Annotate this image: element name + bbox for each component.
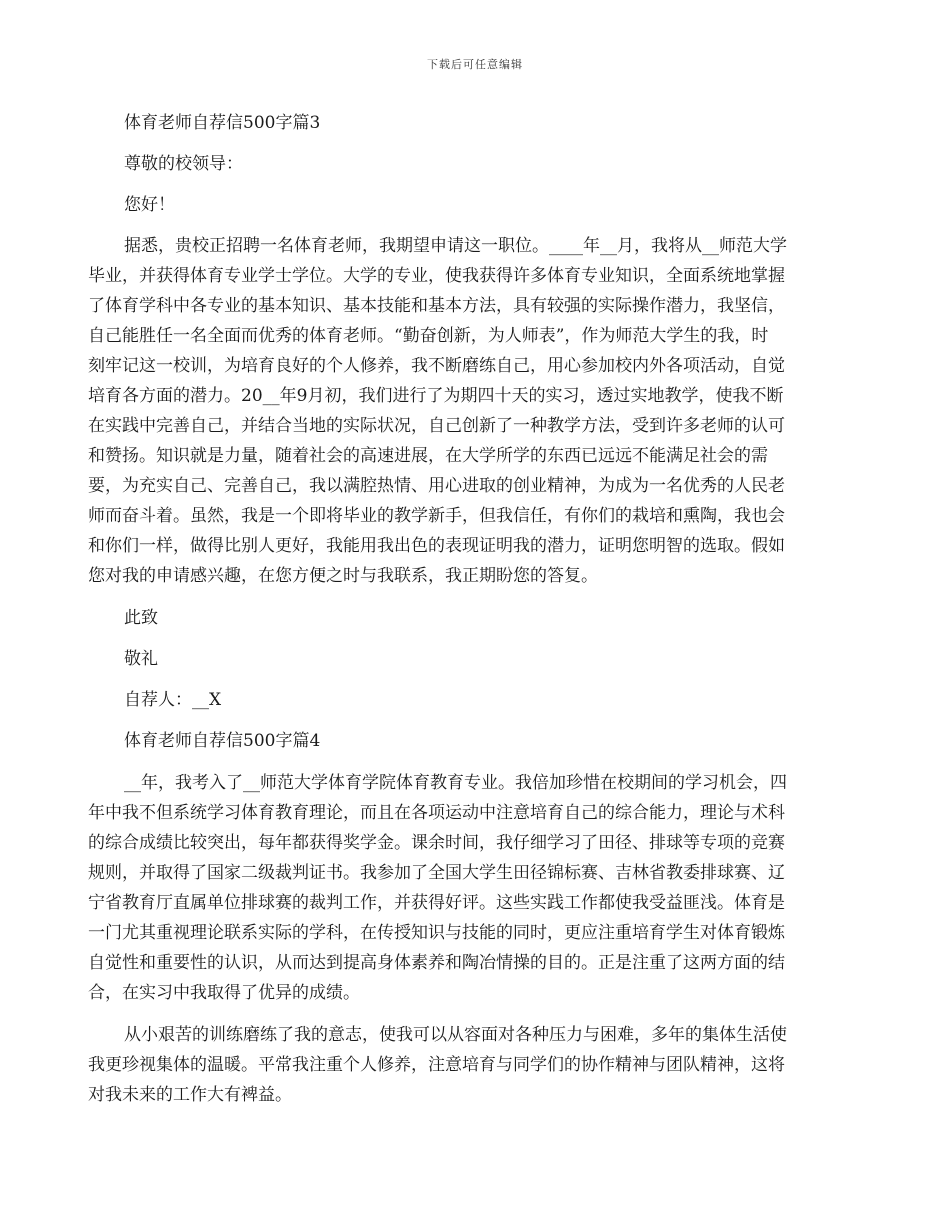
text-line: 自觉性和重要性的认识，从而达到提高身体素养和陶冶情操的目的。正是注重了这两方面的结	[88, 953, 785, 973]
text-line: 合，在实习中我取得了优异的成绩。	[88, 983, 360, 1003]
section-title: 体育老师自荐信500字篇4	[124, 731, 321, 751]
text-line: 对我未来的工作大有裨益。	[88, 1085, 292, 1105]
text-line: 自己能胜任一名全面而优秀的体育老师。“勤奋创新，为人师表”，作为师范大学生的我，时	[88, 326, 769, 346]
text-line: 的综合成绩比较突出，每年都获得奖学金。课余时间，我仔细学习了田径、排球等专项的竞赛	[88, 833, 785, 853]
text-line: 宁省教育厅直属单位排球赛的裁判工作，并获得好评。这些实践工作都使我受益匪浅。体育是	[88, 893, 785, 913]
text-line: 和你们一样，做得比别人更好，我能用我出色的表现证明我的潜力，证明您明智的选取。假如	[88, 536, 785, 556]
text-line: 年中我不但系统学习体育教育理论，而且在各项运动中注意培育自己的综合能力，理论与术科	[88, 803, 785, 823]
text-line: __年，我考入了__师范大学体育学院体育教育专业。我倍加珍惜在校期间的学习机会，四	[124, 773, 787, 793]
page-header: 下载后可任意编辑	[427, 58, 523, 71]
text-line: 规则，并取得了国家二级裁判证书。我参加了全国大学生田径锦标赛、吉林省教委排球赛、辽	[88, 863, 785, 883]
text-line: 一门尤其重视理论联系实际的学科，在传授知识与技能的同时，更应注重培育学生对体育锻炼	[88, 923, 785, 943]
document-body	[88, 108, 854, 1110]
text-line: 师而奋斗着。虽然，我是一个即将毕业的教学新手，但我信任，有你们的栽培和熏陶，我也会	[88, 506, 785, 526]
text-line: 毕业，并获得体育专业学士学位。大学的专业，使我获得许多体育专业知识，全面系统地掌握	[88, 266, 785, 286]
text-line: 了体育学科中各专业的基本知识、基本技能和基本方法，具有较强的实际操作潜力，我坚信，	[88, 296, 785, 316]
section-title: 体育老师自荐信500字篇3	[124, 113, 321, 133]
text-line: 您对我的申请感兴趣，在您方便之时与我联系，我正期盼您的答复。	[88, 566, 598, 586]
text-line: 刻牢记这一校训，为培育良好的个人修养，我不断磨练自己，用心参加校内外各项活动，自觉	[88, 356, 785, 376]
text-line: 在实践中完善自己，并结合当地的实际状况，自己创新了一种教学方法，受到许多老师的认可	[88, 416, 785, 436]
paragraph	[88, 768, 854, 1008]
text-line: 和赞扬。知识就是力量，随着社会的高速进展，在大学所学的东西已远远不能满足社会的需	[88, 446, 768, 466]
paragraph	[88, 1020, 854, 1110]
paragraph	[88, 231, 854, 591]
text-line: 我更珍视集体的温暖。平常我注重个人修养，注意培育与同学们的协作精神与团队精神，这将	[88, 1055, 785, 1075]
closing: 敬礼	[124, 649, 158, 669]
closing: 此致	[124, 608, 158, 628]
text-line: 培育各方面的潜力。20__年9月初，我们进行了为期四十天的实习，透过实地教学，使我不断	[88, 386, 784, 406]
text-line: 要，为充实自己、完善自己，我以满腔热情、用心进取的创业精神，为成为一名优秀的人民老	[88, 476, 785, 496]
signature: 自荐人：__X	[124, 690, 222, 710]
greeting: 您好！	[124, 195, 175, 215]
text-line: 从小艰苦的训练磨练了我的意志，使我可以从容面对各种压力与困难，多年的集体生活使	[124, 1025, 787, 1045]
salutation: 尊敬的校领导：	[124, 154, 243, 174]
text-line: 据悉，贵校正招聘一名体育老师，我期望申请这一职位。____年__月，我将从__师范大学	[124, 236, 787, 256]
